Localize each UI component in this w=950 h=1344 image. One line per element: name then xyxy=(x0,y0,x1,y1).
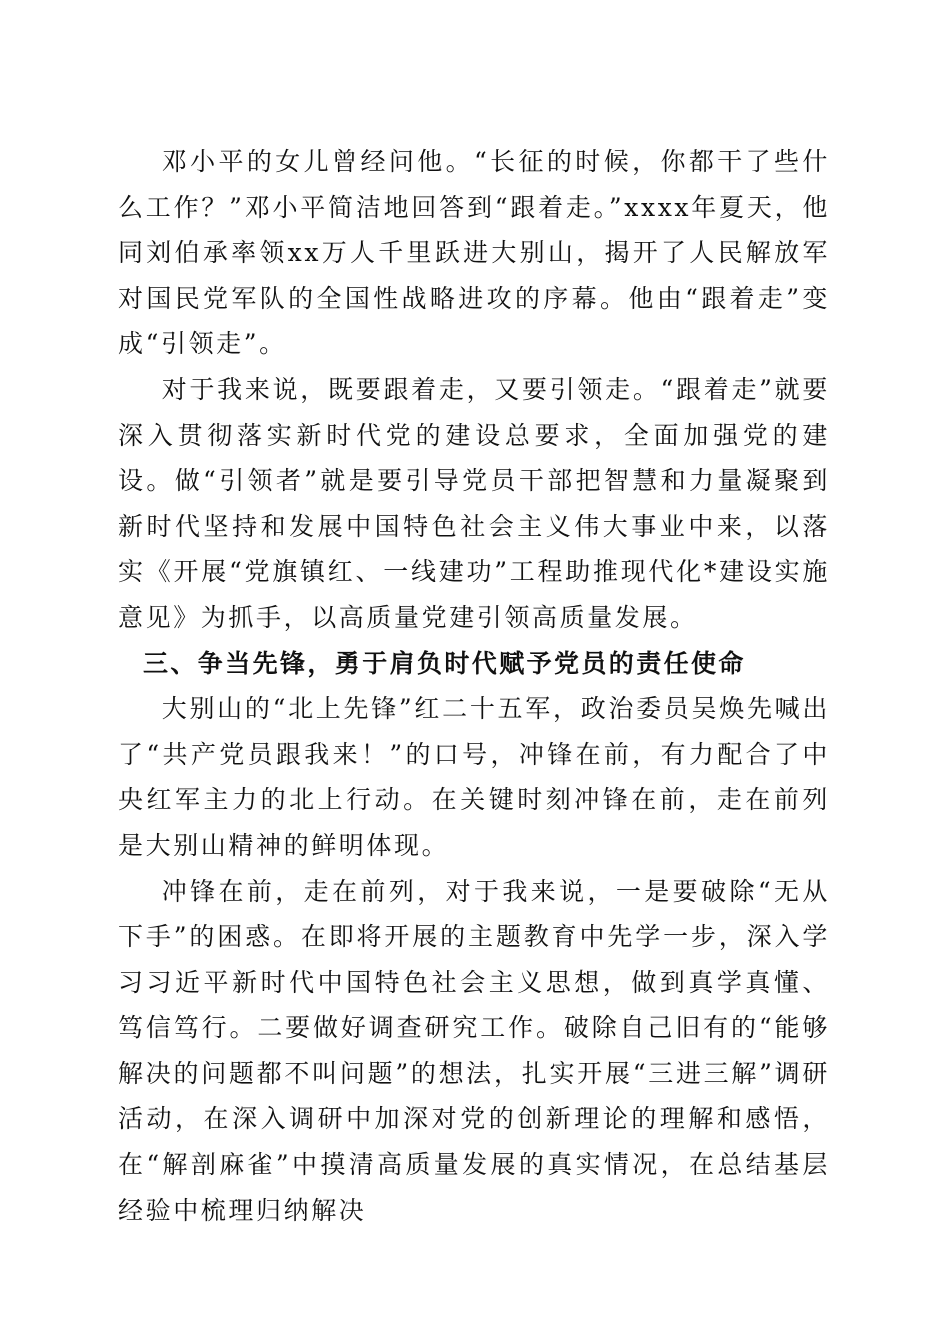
paragraph-follow-and-lead: 对于我来说，既要跟着走，又要引领走。“跟着走”就要深入贯彻落实新时代党的建设总要求，全面加强党的建设。做“引领者”就是要引导党员干部把智慧和力量凝聚到新时代坚持和发展中国特色社会主义伟大事业中来，以落实《开展“党旗镇红、一线建功”工程助推现代化*建设实施意见》为抓手，以高质量党建引领高质量发展。 xyxy=(118,374,830,632)
paragraph-charge-forward: 冲锋在前，走在前列，对于我来说，一是要破除“无从下手”的困惑。在即将开展的主题教育中先学一步，深入学习习近平新时代中国特色社会主义思想，做到真学真懂、笃信笃行。二要做好调查研究工作。破除自己旧有的“能够解决的问题都不叫问题”的想法，扎实开展“三进三解”调研活动，在深入调研中加深对党的创新理论的理解和感悟，在“解剖麻雀”中摸清高质量发展的真实情况，在总结基层经验中梳理归纳解决 xyxy=(118,876,830,1225)
paragraph-vanguard-army: 大别山的“北上先锋”红二十五军，政治委员吴焕先喊出了“共产党员跟我来！”的口号，冲锋在前，有力配合了中央红军主力的北上行动。在关键时刻冲锋在前，走在前列是大别山精神的鲜明体现。 xyxy=(118,694,830,860)
paragraph-deng-xiaoping: 邓小平的女儿曾经问他。“长征的时候，你都干了些什么工作？”邓小平简洁地回答到“跟着走。”xxxx年夏天，他同刘伯承率领xx万人千里跃进大别山，揭开了人民解放军对国民党军队的全国性战略进攻的序幕。他由“跟着走”变成“引领走”。 xyxy=(118,147,830,359)
document-body xyxy=(118,139,830,1233)
section-heading-three: 三、争当先锋，勇于肩负时代赋予党员的责任使命 xyxy=(143,648,746,678)
